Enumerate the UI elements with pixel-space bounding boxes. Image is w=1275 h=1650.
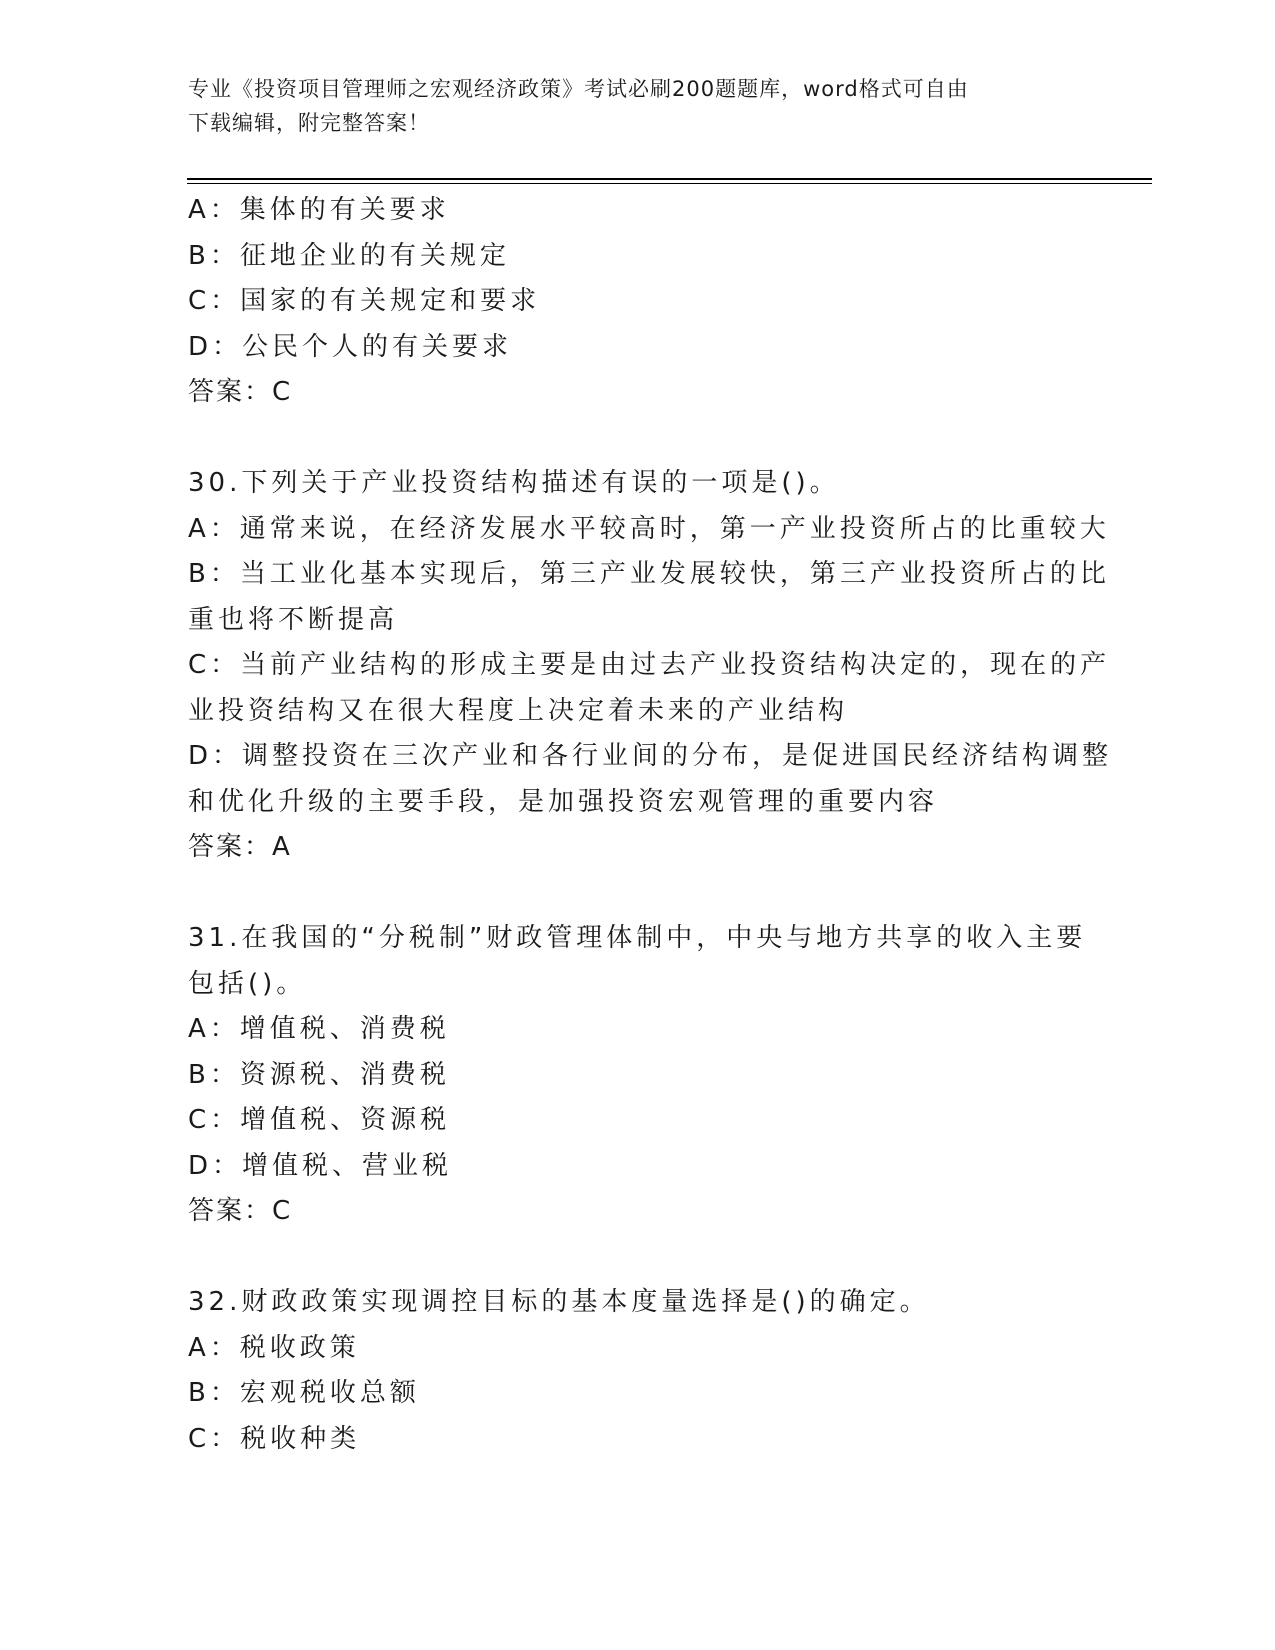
question-text: 30.下列关于产业投资结构描述有误的一项是()。 (188, 468, 840, 498)
question-29-block (188, 188, 1088, 416)
option-a: A：集体的有关要求 (188, 195, 450, 225)
question-32-block (188, 1280, 1088, 1462)
spacer (188, 416, 1088, 462)
option-a: A：增值税、消费税 (188, 1014, 450, 1044)
option-d: D：公民个人的有关要求 (188, 331, 513, 362)
question-30-block (188, 461, 1113, 871)
answer-line: 答案：A (188, 832, 292, 862)
option-b: B：资源税、消费税 (188, 1059, 450, 1090)
question-text-line-2: 包括()。 (188, 968, 307, 999)
document-header (188, 72, 1068, 140)
option-a: A：通常来说，在经济发展水平较高时，第一产业投资所占的比重较大 (188, 513, 1110, 544)
header-divider-thin (187, 183, 1152, 184)
option-d-line-2: 和优化升级的主要手段，是加强投资宏观管理的重要内容 (188, 786, 939, 817)
option-c: C：税收种类 (188, 1423, 361, 1454)
option-a: A：税收政策 (188, 1332, 360, 1363)
header-line-1: 专业《投资项目管理师之宏观经济政策》考试必刷200题题库，word格式可自由 (188, 77, 969, 101)
option-d: D：增值税、营业税 (188, 1150, 453, 1181)
spacer (188, 1235, 1088, 1281)
option-c: C：增值税、资源税 (188, 1105, 451, 1135)
header-line-2: 下载编辑，附完整答案！ (188, 111, 430, 135)
option-c-line-1: C：当前产业结构的形成主要是由过去产业投资结构决定的，现在的产 (188, 650, 1111, 680)
question-text-line-1: 31.在我国的“分税制”财政管理体制中，中央与地方共享的收入主要 (188, 923, 1087, 953)
question-text: 32.财政政策实现调控目标的基本度量选择是()的确定。 (188, 1287, 930, 1317)
header-divider-thick (187, 178, 1152, 180)
option-d-line-1: D：调整投资在三次产业和各行业间的分布，是促进国民经济结构调整 (188, 741, 1113, 771)
option-b-line-1: B：当工业化基本实现后，第三产业发展较快，第三产业投资所占的比 (188, 559, 1110, 589)
option-c: C：国家的有关规定和要求 (188, 286, 541, 316)
option-c-line-2: 业投资结构又在很大程度上决定着未来的产业结构 (188, 695, 849, 726)
option-b-line-2: 重也将不断提高 (188, 604, 399, 635)
answer-line: 答案：C (188, 377, 293, 407)
option-b: B：宏观税收总额 (188, 1378, 420, 1408)
spacer (188, 871, 1088, 917)
option-b: B：征地企业的有关规定 (188, 240, 510, 271)
question-list (188, 188, 1113, 1462)
answer-line: 答案：C (188, 1196, 293, 1226)
question-31-block (188, 916, 1088, 1235)
